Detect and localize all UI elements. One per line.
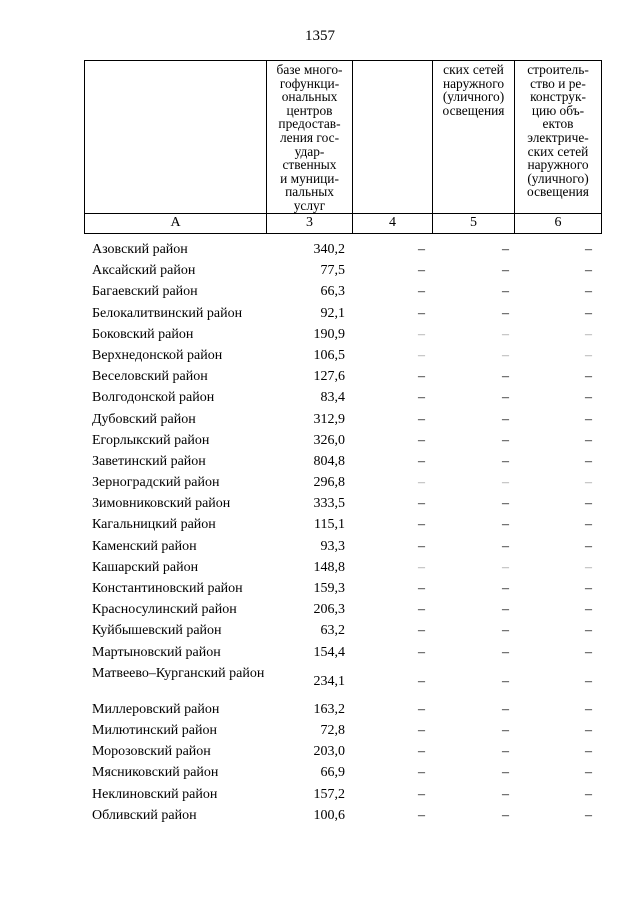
header-col-5-text: ских сетей наружного (уличного) освещения	[442, 62, 505, 118]
district-name: Веселовский район	[92, 369, 208, 385]
dash-col-5: –	[502, 284, 509, 300]
district-name: Верхнедонской район	[92, 347, 223, 363]
dash-col-4: –	[418, 744, 425, 760]
column-number-3: 3	[267, 213, 353, 233]
table-row	[84, 537, 601, 558]
table-row	[84, 388, 601, 409]
value-col-3: 206,3	[313, 602, 345, 618]
dash-col-5: –	[502, 623, 509, 639]
dash-col-5: –	[502, 390, 509, 406]
table-row	[84, 785, 601, 806]
table-row	[84, 473, 601, 494]
value-col-3: 63,2	[320, 623, 345, 639]
value-col-3: 66,9	[320, 765, 345, 781]
column-number-6: 6	[515, 213, 602, 233]
table-row	[84, 282, 601, 303]
table-row	[84, 325, 601, 346]
dash-col-5: –	[502, 538, 509, 554]
dash-col-4: –	[418, 496, 425, 512]
dash-col-6: –	[585, 326, 592, 342]
table-row	[84, 304, 601, 325]
dash-col-6: –	[585, 701, 592, 717]
dash-col-5: –	[502, 559, 509, 575]
district-name: Мясниковский район	[92, 765, 219, 781]
column-number-5: 5	[433, 213, 515, 233]
dash-col-4: –	[418, 326, 425, 342]
table-row	[84, 721, 601, 742]
district-name: Куйбышевский район	[92, 623, 222, 639]
value-col-3: 148,8	[313, 559, 345, 575]
value-col-3: 296,8	[313, 475, 345, 491]
dash-col-4: –	[418, 390, 425, 406]
dash-col-4: –	[418, 765, 425, 781]
dash-col-6: –	[585, 517, 592, 533]
dash-col-4: –	[418, 242, 425, 257]
table-body	[84, 240, 601, 827]
dash-col-6: –	[585, 765, 592, 781]
dash-col-5: –	[502, 786, 509, 802]
district-name: Мартыновский район	[92, 644, 221, 660]
district-name: Багаевский район	[92, 284, 198, 300]
dash-col-6: –	[585, 786, 592, 802]
value-col-3: 66,3	[320, 284, 345, 300]
dash-col-5: –	[502, 517, 509, 533]
district-name: Азовский район	[92, 242, 188, 257]
dash-col-4: –	[418, 475, 425, 491]
dash-col-6: –	[585, 369, 592, 385]
table-row	[84, 515, 601, 536]
district-name: Кагальницкий район	[92, 517, 216, 533]
district-name: Кашарский район	[92, 559, 199, 575]
dash-col-4: –	[418, 305, 425, 321]
table-row	[84, 763, 601, 784]
value-col-3: 159,3	[313, 581, 345, 596]
value-col-3: 83,4	[320, 390, 345, 406]
table-row	[84, 452, 601, 473]
dash-col-5: –	[502, 432, 509, 448]
district-name: Милютинский район	[92, 722, 218, 738]
dash-col-4: –	[418, 701, 425, 717]
district-name: Волгодонской район	[92, 390, 215, 406]
dash-col-4: –	[418, 517, 425, 533]
dash-col-4: –	[418, 786, 425, 802]
dash-col-5: –	[502, 369, 509, 385]
dash-col-5: –	[502, 326, 509, 342]
dash-col-4: –	[418, 432, 425, 448]
table-header	[84, 60, 601, 234]
dash-col-6: –	[585, 722, 592, 738]
dash-col-5: –	[502, 347, 509, 363]
value-col-3: 190,9	[313, 326, 345, 342]
district-name: Неклиновский район	[92, 786, 218, 802]
dash-col-5: –	[502, 242, 509, 257]
column-number-a: А	[85, 213, 267, 233]
dash-col-5: –	[502, 263, 509, 279]
header-col-3	[267, 61, 353, 214]
dash-col-4: –	[418, 369, 425, 385]
dash-col-5: –	[502, 475, 509, 491]
dash-col-6: –	[585, 284, 592, 300]
district-name: Красносулинский район	[92, 602, 237, 618]
value-col-3: 333,5	[313, 496, 345, 512]
header-col-6-text: строитель- ство и ре- конструк- цию объ- ектов электриче- ских сетей наружного (уличного) освещения	[527, 62, 589, 200]
header-table	[84, 60, 602, 234]
dash-col-4: –	[418, 623, 425, 639]
dash-col-6: –	[585, 807, 592, 823]
value-col-3: 804,8	[313, 453, 345, 469]
dash-col-4: –	[418, 673, 425, 689]
dash-col-5: –	[502, 807, 509, 823]
district-name: Морозовский район	[92, 744, 211, 760]
dash-col-4: –	[418, 602, 425, 618]
table-row	[84, 643, 601, 664]
district-name: Заветинский район	[92, 453, 206, 469]
table-row	[84, 579, 601, 600]
value-col-3: 203,0	[313, 744, 345, 760]
dash-col-5: –	[502, 411, 509, 427]
value-col-3: 234,1	[313, 673, 345, 689]
value-col-3: 93,3	[320, 538, 345, 554]
column-number-4: 4	[353, 213, 433, 233]
dash-col-6: –	[585, 496, 592, 512]
value-col-3: 100,6	[313, 807, 345, 823]
dash-col-6: –	[585, 581, 592, 596]
value-col-3: 326,0	[313, 432, 345, 448]
dash-col-6: –	[585, 411, 592, 427]
dash-col-6: –	[585, 305, 592, 321]
table-row	[84, 700, 601, 721]
district-name: Боковский район	[92, 326, 194, 342]
value-col-3: 77,5	[320, 263, 345, 279]
dash-col-4: –	[418, 453, 425, 469]
dash-col-4: –	[418, 347, 425, 363]
dash-col-6: –	[585, 644, 592, 660]
dash-col-5: –	[502, 722, 509, 738]
district-name: Зерноградский район	[92, 475, 220, 491]
dash-col-6: –	[585, 390, 592, 406]
district-name: Зимовниковский район	[92, 496, 231, 512]
dash-col-6: –	[585, 602, 592, 618]
district-name: Константиновский район	[92, 581, 243, 596]
dash-col-4: –	[418, 644, 425, 660]
table-row	[84, 558, 601, 579]
district-name: Миллеровский район	[92, 701, 220, 717]
table-row	[84, 494, 601, 515]
table-row	[84, 367, 601, 388]
dash-col-6: –	[585, 559, 592, 575]
value-col-3: 106,5	[313, 347, 345, 363]
header-col-a	[85, 61, 267, 214]
dash-col-4: –	[418, 581, 425, 596]
dash-col-4: –	[418, 411, 425, 427]
dash-col-4: –	[418, 538, 425, 554]
dash-col-6: –	[585, 744, 592, 760]
dash-col-6: –	[585, 242, 592, 257]
dash-col-5: –	[502, 602, 509, 618]
value-col-3: 72,8	[320, 722, 345, 738]
header-col-4-text	[353, 61, 432, 63]
district-name: Белокалитвинский район	[92, 305, 243, 321]
district-name: Аксайский район	[92, 263, 196, 279]
value-col-3: 340,2	[313, 242, 345, 257]
dash-col-6: –	[585, 347, 592, 363]
dash-col-4: –	[418, 559, 425, 575]
table-row	[84, 600, 601, 621]
dash-col-5: –	[502, 644, 509, 660]
value-col-3: 115,1	[314, 517, 345, 533]
dash-col-4: –	[418, 263, 425, 279]
dash-col-5: –	[502, 701, 509, 717]
value-col-3: 92,1	[320, 305, 345, 321]
dash-col-6: –	[585, 432, 592, 448]
dash-col-5: –	[502, 744, 509, 760]
district-name: Обливский район	[92, 807, 197, 823]
dash-col-6: –	[585, 263, 592, 279]
dash-col-5: –	[502, 453, 509, 469]
dash-col-4: –	[418, 807, 425, 823]
value-col-3: 127,6	[313, 369, 345, 385]
table-row	[84, 410, 601, 431]
dash-col-4: –	[418, 284, 425, 300]
table-row	[84, 742, 601, 763]
table-row	[84, 240, 601, 261]
dash-col-5: –	[502, 765, 509, 781]
table-row	[84, 806, 601, 827]
page-number: 1357	[305, 28, 335, 44]
header-col-a-text	[85, 61, 266, 63]
dash-col-4: –	[418, 722, 425, 738]
dash-col-5: –	[502, 496, 509, 512]
value-col-3: 154,4	[313, 644, 345, 660]
header-col-4	[353, 61, 433, 214]
table-row	[84, 664, 601, 700]
value-col-3: 163,2	[313, 701, 345, 717]
header-col-3-text: базе много- гофункци- ональных центров предостав- ления гос- удар- ственных и муници- пальных услуг	[276, 62, 343, 213]
value-col-3: 312,9	[313, 411, 345, 427]
table-row	[84, 431, 601, 452]
district-name: Каменский район	[92, 538, 197, 554]
dash-col-6: –	[585, 538, 592, 554]
dash-col-5: –	[502, 673, 509, 689]
table-row	[84, 621, 601, 642]
dash-col-6: –	[585, 673, 592, 689]
district-name: Егорлыкский район	[92, 432, 210, 448]
value-col-3: 157,2	[313, 786, 345, 802]
table-row	[84, 261, 601, 282]
dash-col-5: –	[502, 581, 509, 596]
dash-col-6: –	[585, 453, 592, 469]
district-name: Матвеево–Курганский район	[92, 665, 265, 681]
district-name: Дубовский район	[92, 411, 196, 427]
dash-col-6: –	[585, 475, 592, 491]
header-col-6	[515, 61, 602, 214]
dash-col-6: –	[585, 623, 592, 639]
header-col-5	[433, 61, 515, 214]
table-row	[84, 346, 601, 367]
dash-col-5: –	[502, 305, 509, 321]
